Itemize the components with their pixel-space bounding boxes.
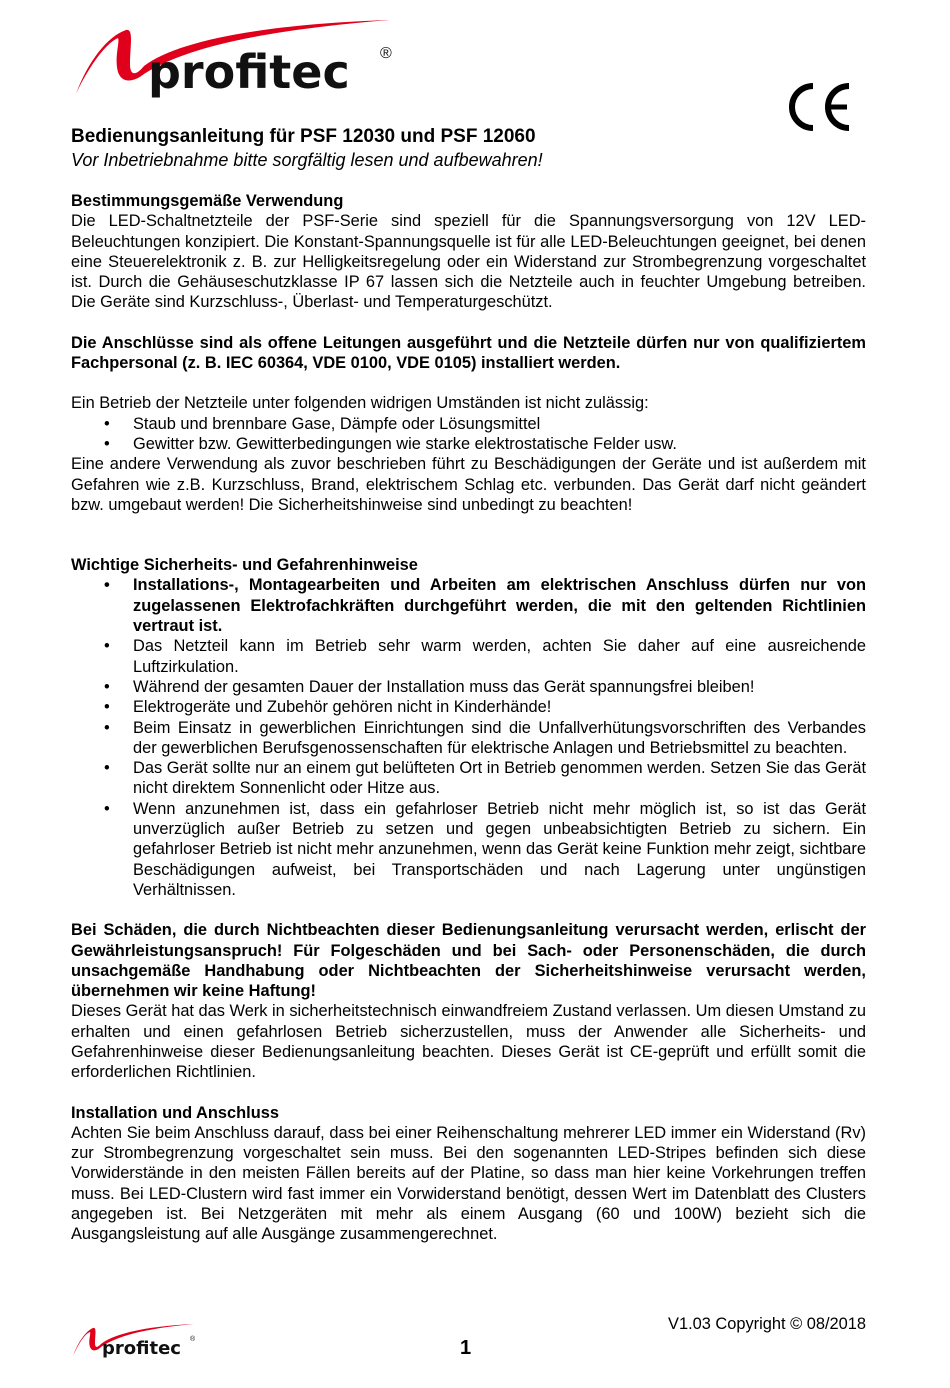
list-item: • Wenn anzunehmen ist, dass ein gefahrloser Betrieb nicht mehr möglich ist, so ist das Gerät unverzüglich außer Betrieb zu setzen und gegen unbeabsichtigten Betrieb zu sichern. Ein gefahrloser Betrieb ist nicht mehr anzunehmen, wenn das Gerät keine Funktion mehr zeigt, sichtbare Beschädigungen aufweist, bei Transportschäden und nach Lagerung unter ungünstigen Verhältnissen.	[71, 799, 866, 900]
svg-text:profitec: profitec	[102, 1338, 181, 1359]
bold-notice: Die Anschlüsse sind als offene Leitungen ausgeführt und die Netzteile dürfen nur von qualifiziertem Fachpersonal (z. B. IEC 60364, VDE 0100, VDE 0105) installiert werden.	[71, 333, 866, 373]
document-title: Bedienungsanleitung für PSF 12030 und PSF 12060	[71, 126, 536, 147]
svg-text:®: ®	[190, 1336, 196, 1343]
list-item: • Installations-, Montagearbeiten und Arbeiten am elektrischen Anschluss dürfen nur von zugelassenen Elektrofachkräften durchgeführt werden, die mit den geltenden Richtlinien vertraut ist.	[71, 575, 866, 636]
list-item: • Elektrogeräte und Zubehör gehören nicht in Kinderhände!	[71, 697, 866, 717]
list-item: • Gewitter bzw. Gewitterbedingungen wie starke elektrostatische Felder usw.	[71, 434, 866, 454]
svg-text:®: ®	[380, 45, 392, 62]
list-item: • Während der gesamten Dauer der Installation muss das Gerät spannungsfrei bleiben!	[71, 677, 866, 697]
list-item: • Das Netzteil kann im Betrieb sehr warm werden, achten Sie daher auf eine ausreichende Luftzirkulation.	[71, 636, 866, 677]
list-item: • Beim Einsatz in gewerblichen Einrichtungen sind die Unfallverhütungsvorschriften des Verbandes der gewerblichen Berufsgenossenschaften für elektrische Anlagen und Betriebsmittel zu beachten.	[71, 718, 866, 759]
list-item: • Das Gerät sollte nur an einem gut belüfteten Ort in Betrieb genommen werden. Setzen Sie das Gerät nicht direktem Sonnenlicht oder Hitze aus.	[71, 758, 866, 799]
section-heading: Installation und Anschluss	[71, 1103, 279, 1122]
section-heading: Wichtige Sicherheits- und Gefahrenhinweise	[71, 556, 418, 575]
paragraph: Die LED-Schaltnetzteile der PSF-Serie sind speziell für die Spannungsversorgung von 12V LED-Beleuchtungen konzipiert. Die Konstant-Spannungsquelle ist für alle LED-Beleuchtungen geeignet, bei denen eine Steuerelektronik z. B. zur Helligkeitsregelung oder ein Widerstand zur Strombegrenzung vorgeschaltet ist. Durch die Gehäuseschutzklasse IP 67 lassen sich die Netzteile auch in feuchter Umgebung betreiben. Die Geräte sind Kurzschluss-, Überlast- und Temperaturgeschützt.	[71, 212, 866, 312]
logo-text: profitec	[148, 45, 350, 99]
list-item: • Staub und brennbare Gase, Dämpfe oder Lösungsmittel	[71, 414, 866, 434]
paragraph: Eine andere Verwendung als zuvor beschrieben führt zu Beschädigungen der Geräte und ist außerdem mit Gefahren wie z.B. Kurzschluss, Brand, elektrischem Schlag etc. verbunden. Das Gerät darf nicht geändert bzw. umgebaut werden! Die Sicherheitshinweise sind unbedingt zu beachten!	[71, 455, 866, 514]
profitec-footer-logo	[70, 1322, 200, 1362]
conditions-list	[71, 414, 866, 455]
document-subtitle: Vor Inbetriebnahme bitte sorgfältig lesen und aufbewahren!	[71, 150, 543, 170]
document-body	[71, 125, 866, 1245]
section-heading: Bestimmungsgemäße Verwendung	[71, 192, 344, 210]
copyright-notice: V1.03 Copyright © 08/2018	[668, 1315, 866, 1333]
safety-list	[71, 575, 866, 900]
page-number: 1	[460, 1337, 472, 1359]
liability-notice: Bei Schäden, die durch Nichtbeachten dieser Bedienungsanleitung verursacht werden, erlischt der Gewährleistungsanspruch! Für Folgeschäden und bei Sach- oder Personenschäden, die durch unsachgemäße Handhabung oder Nichtbeachten der Sicherheitshinweise verursacht werden, übernehmen wir keine Haftung!	[71, 921, 866, 1001]
paragraph: Ein Betrieb der Netzteile unter folgenden widrigen Umständen ist nicht zulässig:	[71, 394, 649, 413]
paragraph: Dieses Gerät hat das Werk in sicherheitstechnisch einwandfreiem Zustand verlassen. Um diesen Umstand zu erhalten und einen gefahrlosen Betrieb sicherzustellen, muss der Anwender alle Sicherheits- und Gefahrenhinweise dieser Bedienungsanleitung beachten. Dieses Gerät ist CE-geprüft und erfüllt somit die erforderlichen Richtlinien.	[71, 1002, 867, 1082]
paragraph: Achten Sie beim Anschluss darauf, dass bei einer Reihenschaltung mehrerer LED immer ein Widerstand (Rv) zur Strombegrenzung vorgeschaltet sein muss. Bei den sogenannten LED-Stripes befinden sich diese Vorwiderstände in den meisten Fällen bereits auf der Platine, so dass man hier keine Vorkehrungen treffen muss. Bei LED-Clustern wird fast immer ein Vorwiderstand benötigt, dessen Wert im Datenblatt des Clusters angegeben ist. Bei Netzgeräten mit mehr als einem Ausgang (60 und 100W) bezieht sich die Ausgangsleistung auf alle Ausgänge zusammengerechnet.	[71, 1123, 866, 1244]
profitec-logo	[68, 16, 408, 106]
